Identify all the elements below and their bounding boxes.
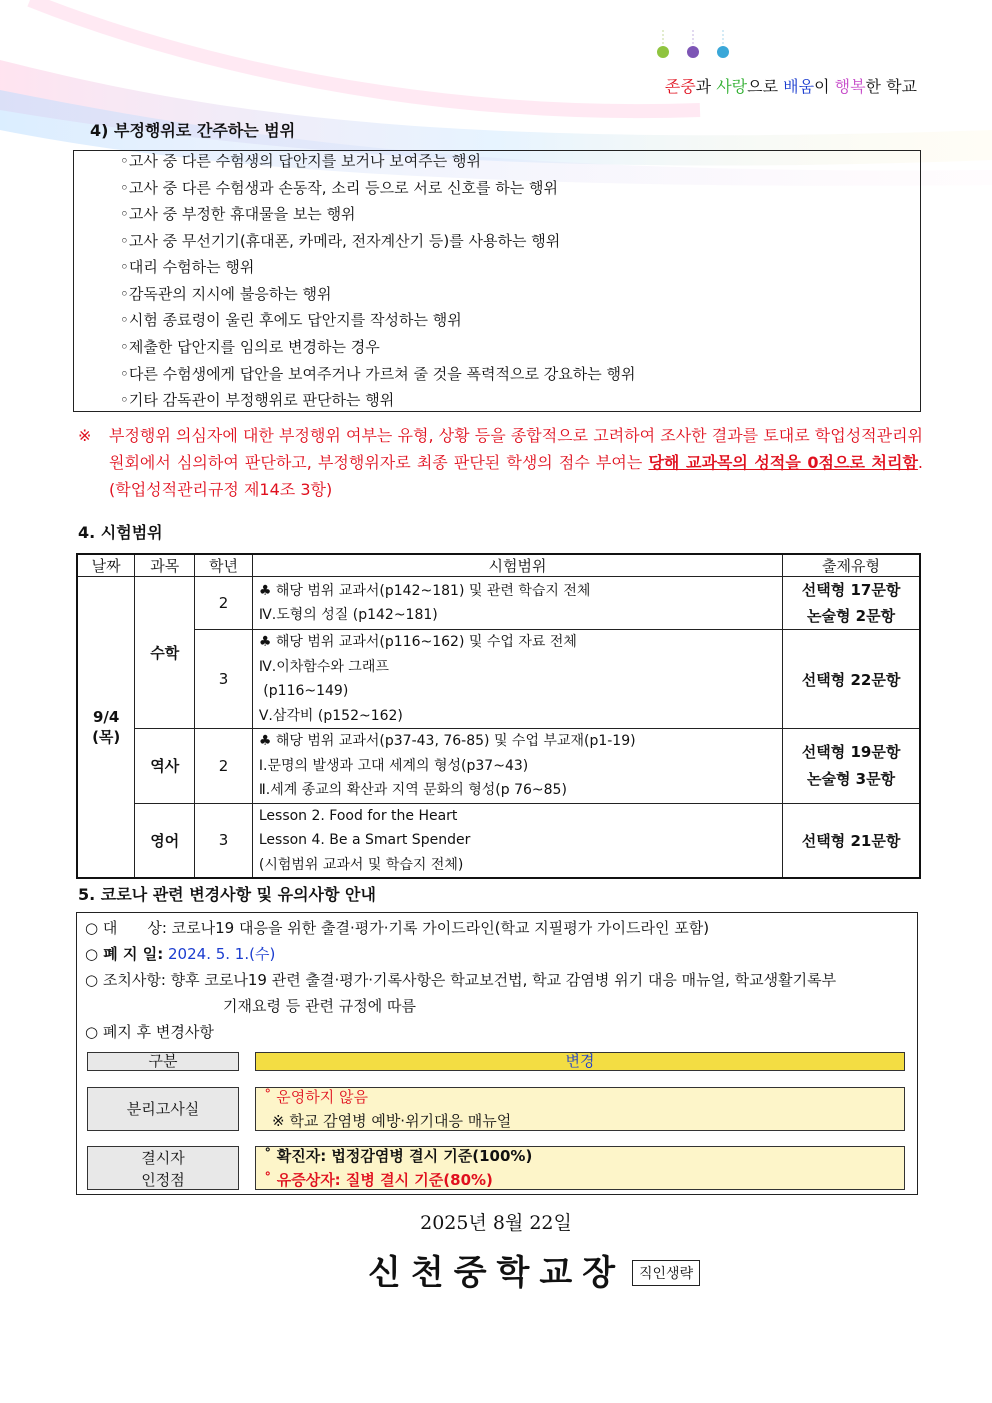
measure-value-2: 기재요령 등 관련 규정에 따름 xyxy=(223,997,416,1015)
range-line: ♣ 해당 범위 교과서(p37-43, 76-85) 및 수업 부교재(p1-19) xyxy=(258,733,636,749)
table-row xyxy=(77,729,920,804)
note-mark: ※ xyxy=(78,426,92,445)
type-line: 선택형 19문항 xyxy=(801,742,901,761)
range-line: Lesson 4. Be a Smart Spender xyxy=(258,832,471,848)
type-line: 선택형 22문항 xyxy=(801,670,901,689)
header-dots-icon xyxy=(655,28,735,64)
table-row xyxy=(77,803,920,878)
motto-part: 과 xyxy=(695,77,717,96)
measure-row xyxy=(85,969,836,990)
motto-part: 한 학교 xyxy=(865,77,917,96)
after-label: ○ 폐지 후 변경사항 xyxy=(85,1023,214,1041)
list-item: ◦고사 중 부정한 휴대물을 보는 행위 xyxy=(120,205,356,223)
target-row xyxy=(85,917,709,938)
subject-history: 역사 xyxy=(135,729,195,804)
cheating-section-title: 4) 부정행위로 간주하는 범위 xyxy=(90,121,296,140)
header-grade: 학년 xyxy=(195,554,253,577)
type-line: 선택형 21문항 xyxy=(801,831,901,850)
measure-label: ○ 조치사항: xyxy=(85,971,166,989)
type-cell xyxy=(783,803,920,878)
school-motto xyxy=(665,74,917,97)
range-line: Ⅰ.문명의 발생과 고대 세계의 형성(p37~43) xyxy=(258,757,529,774)
motto-part: 이 xyxy=(814,77,835,96)
target-label: ○ 대 상: xyxy=(85,919,167,937)
change-line: ※ 학교 감염병 예방·위기대응 매뉴얼 xyxy=(272,1112,512,1130)
grade-cell: 3 xyxy=(195,803,253,878)
abolish-value: 2024. 5. 1.(수) xyxy=(168,945,276,963)
header-range: 시험범위 xyxy=(252,554,782,577)
list-item: ◦고사 중 무선기기(휴대폰, 카메라, 전자계산기 등)를 사용하는 행위 xyxy=(120,232,561,250)
range-line: (시험범위 교과서 및 학습지 전체) xyxy=(258,856,464,873)
motto-part: 존중 xyxy=(664,77,696,96)
type-line: 논술형 3문항 xyxy=(806,769,896,788)
list-item: ◦감독관의 지시에 불응하는 행위 xyxy=(120,285,332,303)
separate-room-category: 분리고사실 xyxy=(87,1087,239,1131)
table-row xyxy=(77,630,920,729)
grade-cell: 2 xyxy=(195,577,253,630)
measure-value-1: 향후 코로나19 관련 출결·평가·기록사항은 학교보건법, 학교 감염병 위기 대응 매뉴얼, 학교생활기록부 xyxy=(170,971,837,989)
cheating-list-box xyxy=(73,150,921,412)
change-line: ˚ 확진자: 법정감염병 결시 기준(100%) xyxy=(264,1147,533,1165)
motto-part: 배움 xyxy=(783,77,815,96)
issue-date: 2025년 8월 22일 xyxy=(420,1212,572,1234)
exam-range-table xyxy=(76,553,921,879)
subject-math: 수학 xyxy=(135,577,195,729)
table-header-row xyxy=(77,554,920,577)
type-line: 논술형 2문항 xyxy=(806,607,896,625)
type-cell xyxy=(783,577,920,630)
range-line: Ⅳ.도형의 성질 (p142~181) xyxy=(258,607,438,623)
range-line: Ⅱ.세계 종교의 확산과 지역 문화의 형성(p 76~85) xyxy=(258,782,567,798)
note-text: 부정행위 의심자에 대한 부정행위 여부는 유형, 상황 등을 종합적으로 고려하여 조사한 결과를 토대로 학업성적관리위원회에서 심의하여 판단하고, 부정행위자로 최종 판단된 학생의 점수 부여는 xyxy=(109,426,923,472)
absence-category xyxy=(87,1146,239,1190)
list-item: ◦고사 중 다른 수험생의 답안지를 보거나 보여주는 행위 xyxy=(120,152,482,170)
note-reference: . (학업성적관리규정 제14조 3항) xyxy=(109,453,923,499)
grade-cell: 2 xyxy=(195,729,253,804)
list-item: ◦제출한 답안지를 임의로 변경하는 경우 xyxy=(120,338,380,356)
list-item: ◦대리 수험하는 행위 xyxy=(120,258,255,276)
exam-date: 9/4 xyxy=(92,707,120,726)
range-line: (p116~149) xyxy=(258,683,349,699)
list-item: ◦고사 중 다른 수험생과 손동작, 소리 등으로 서로 신호를 하는 행위 xyxy=(120,179,559,197)
type-cell xyxy=(783,729,920,804)
list-item: ◦기타 감독관이 부정행위로 판단하는 행위 xyxy=(120,391,395,409)
separate-room-change xyxy=(255,1087,905,1131)
range-line: Ⅳ.이차함수와 그래프 xyxy=(258,658,389,675)
motto-part: 으로 xyxy=(747,77,784,96)
range-cell xyxy=(252,803,782,878)
exam-day: (목) xyxy=(92,727,121,746)
motto-part: 사랑 xyxy=(716,77,748,96)
abolish-label: ○ 폐 지 일: xyxy=(85,945,164,963)
principal-name: 신천중학교장 xyxy=(368,1253,626,1293)
subject-english: 영어 xyxy=(135,803,195,878)
category-line: 인정점 xyxy=(141,1171,185,1189)
list-item: ◦시험 종료령이 울린 후에도 답안지를 작성하는 행위 xyxy=(120,311,462,329)
range-cell xyxy=(252,577,782,630)
range-line: ♣ 해당 범위 교과서(p142~181) 및 관련 학습지 전체 xyxy=(258,582,591,599)
cheating-note xyxy=(78,422,923,503)
range-line: Ⅴ.삼각비 (p152~162) xyxy=(258,707,403,724)
change-line: ˚ 유증상자: 질병 결시 기준(80%) xyxy=(264,1171,493,1189)
category-header: 구분 xyxy=(87,1052,239,1071)
range-cell xyxy=(252,630,782,729)
range-line: Lesson 2. Food for the Heart xyxy=(258,807,458,824)
absence-change xyxy=(255,1146,905,1190)
target-value: 코로나19 대응을 위한 출결·평가·기록 가이드라인(학교 지필평가 가이드라인 포함) xyxy=(171,919,710,937)
range-line: ♣ 해당 범위 교과서(p116~162) 및 수업 자료 전체 xyxy=(258,634,577,650)
grade-cell: 3 xyxy=(195,630,253,729)
range-cell xyxy=(252,729,782,804)
category-line: 결시자 xyxy=(141,1149,185,1167)
change-line: ˚ 운영하지 않음 xyxy=(264,1088,368,1106)
list-item: ◦다른 수험생에게 답안을 보여주거나 가르쳐 줄 것을 폭력적으로 강요하는 행위 xyxy=(120,365,636,383)
covid-section-title: 5. 코로나 관련 변경사항 및 유의사항 안내 xyxy=(78,885,376,904)
header-date: 날짜 xyxy=(77,554,135,577)
table-row xyxy=(77,577,920,630)
motto-part: 행복 xyxy=(834,77,866,96)
change-header: 변경 xyxy=(255,1052,905,1071)
exam-date-cell xyxy=(77,577,135,879)
note-emphasis: 당해 교과목의 성적을 0점으로 처리함 xyxy=(648,453,918,472)
exam-range-title: 4. 시험범위 xyxy=(78,523,163,542)
header-subject: 과목 xyxy=(135,554,195,577)
seal-omitted-stamp: 직인생략 xyxy=(632,1260,700,1286)
header-type: 출제유형 xyxy=(783,554,920,577)
type-cell xyxy=(783,630,920,729)
abolish-row xyxy=(85,943,275,964)
type-line: 선택형 17문항 xyxy=(801,581,901,599)
